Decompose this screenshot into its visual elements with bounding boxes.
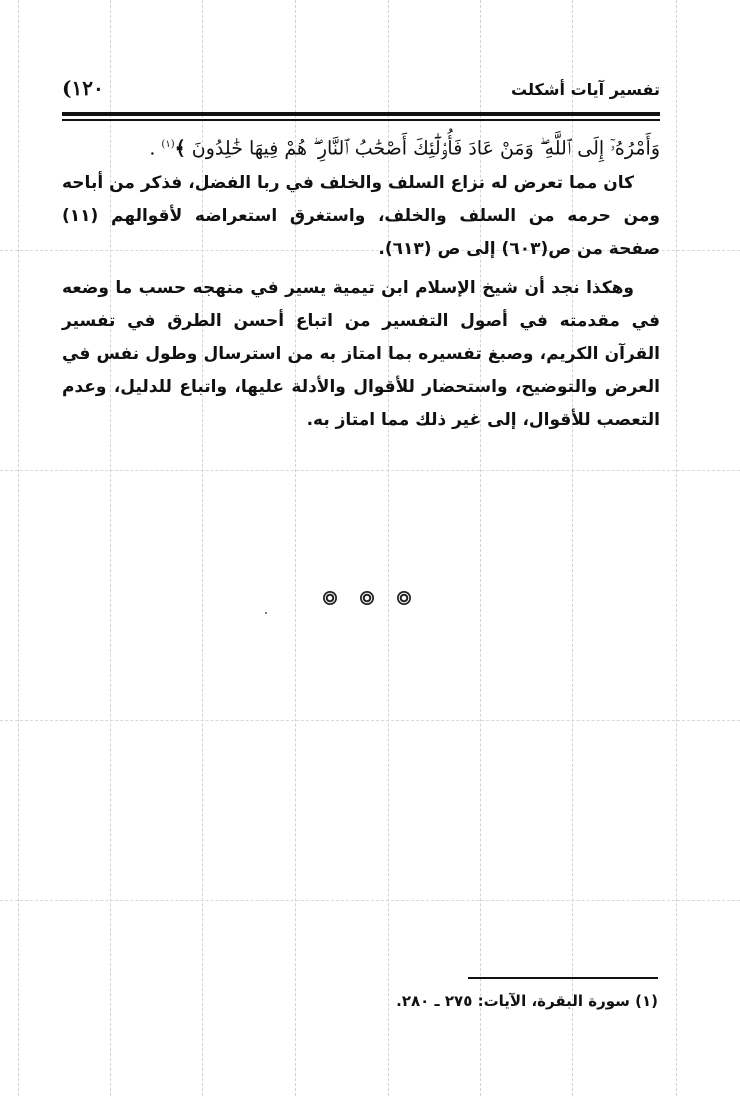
verse-trailing: .	[149, 137, 156, 160]
grid-line	[0, 720, 740, 721]
verse-close-bracket: ﴾	[174, 137, 186, 160]
page-number: (١٢٠	[62, 76, 104, 100]
verse-text: وَأَمْرُهُۥٓ إِلَى ٱللَّهِ ۖ وَمَنْ عَادَ فَأُو۟لَٰٓئِكَ أَصْحَٰبُ ٱلنَّارِ ۖ هُمْ فِيهَا خَٰلِدُونَ	[191, 137, 660, 160]
quran-verse	[62, 126, 660, 167]
footnote-marker: (١)	[161, 139, 175, 150]
flower-ornament-icon	[396, 590, 412, 606]
page-body	[62, 126, 660, 437]
footnote-rule	[468, 977, 658, 979]
grid-line	[0, 470, 740, 471]
scan-speck	[265, 612, 267, 614]
header-rule-thick	[62, 112, 660, 116]
flower-ornament-icon	[359, 590, 375, 606]
running-title: تفسير آيات أشكلت	[511, 80, 660, 99]
grid-line	[0, 900, 740, 901]
paragraph: وهكذا نجد أن شيخ الإسلام ابن تيمية يسير في منهجه حسب ما وضعه في مقدمته في أصول التفسير من اتباع أحسن الطرق في تفسير القرآن الكريم، وصبغ تفسيره بما امتاز به من استرسال وطول نفس في العرض والتوضيح، واستحضار للأقوال والأدلة عليها، واتباع للدليل، وعدم التعصب للأقوال، إلى غير ذلك مما امتاز به.	[62, 278, 660, 431]
grid-line	[18, 0, 19, 1096]
paragraph: كان مما تعرض له نزاع السلف والخلف في ربا الفضل، فذكر من أباحه ومن حرمه من السلف والخلف، واستغرق استعراضه لأقوالهم (١١) صفحة من ص(٦٠٣) إلى ص (٦١٣).	[62, 173, 660, 260]
flower-ornament-icon	[322, 590, 338, 606]
section-ornaments	[322, 590, 412, 606]
footnote: (١) سورة البقرة، الآيات: ٢٧٥ ـ ٢٨٠.	[396, 992, 658, 1010]
grid-line	[676, 0, 677, 1096]
header-rule-thin	[62, 119, 660, 121]
page-header	[62, 76, 660, 110]
